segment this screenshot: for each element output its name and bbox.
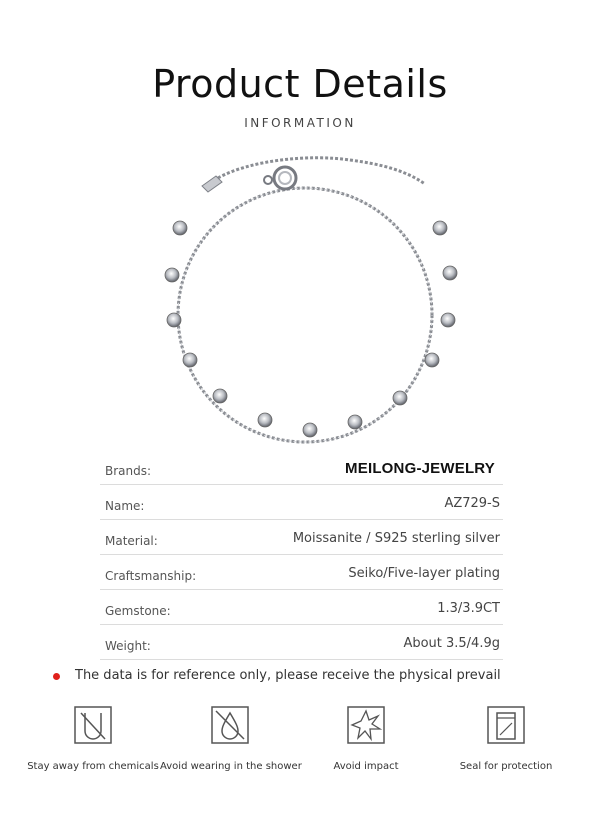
page-title: Product Details (152, 62, 448, 106)
spec-value: AZ729-S (444, 496, 500, 511)
spec-value: Moissanite / S925 sterling silver (292, 531, 500, 546)
spec-label: Weight: (105, 639, 151, 653)
spec-value: About 3.5/4.9g (403, 636, 500, 651)
spec-row-gemstone (100, 590, 503, 625)
care-item-chemicals (23, 703, 163, 793)
brand-logo: MEILONG-JEWELRY (345, 460, 495, 477)
reference-note (50, 668, 570, 686)
spec-row-brand (100, 450, 503, 485)
spec-value: Seiko/Five-layer plating (348, 566, 500, 581)
no-chemicals-icon (71, 703, 115, 747)
spec-row-name (100, 485, 503, 520)
spec-value: 1.3/3.9CT (437, 601, 500, 616)
reference-note-text: The data is for reference only, please receive the physical prevail (75, 668, 501, 683)
care-label: Seal for protection (459, 761, 553, 772)
page-subtitle: INFORMATION (244, 116, 356, 130)
spec-row-material (100, 520, 503, 555)
spec-label: Name: (105, 499, 145, 513)
care-item-impact (296, 703, 436, 793)
red-dot-icon (53, 673, 60, 680)
care-label: Avoid wearing in the shower (160, 761, 302, 772)
spec-table (100, 450, 503, 660)
spec-label: Brands: (105, 464, 152, 478)
spec-row-craftsmanship (100, 555, 503, 590)
sealed-bag-icon (484, 703, 528, 747)
spec-label: Material: (105, 534, 158, 548)
spec-label: Craftsmanship: (105, 569, 197, 583)
gem-charms (165, 221, 457, 437)
care-item-seal (436, 703, 576, 793)
care-instructions (0, 703, 600, 793)
avoid-impact-icon (344, 703, 388, 747)
spec-row-weight (100, 625, 503, 660)
care-label: Stay away from chemicals (27, 761, 159, 772)
spec-label: Gemstone: (105, 604, 171, 618)
care-label: Avoid impact (333, 761, 399, 772)
care-item-shower (160, 703, 300, 793)
no-shower-icon (208, 703, 252, 747)
bracelet-image (150, 140, 460, 450)
